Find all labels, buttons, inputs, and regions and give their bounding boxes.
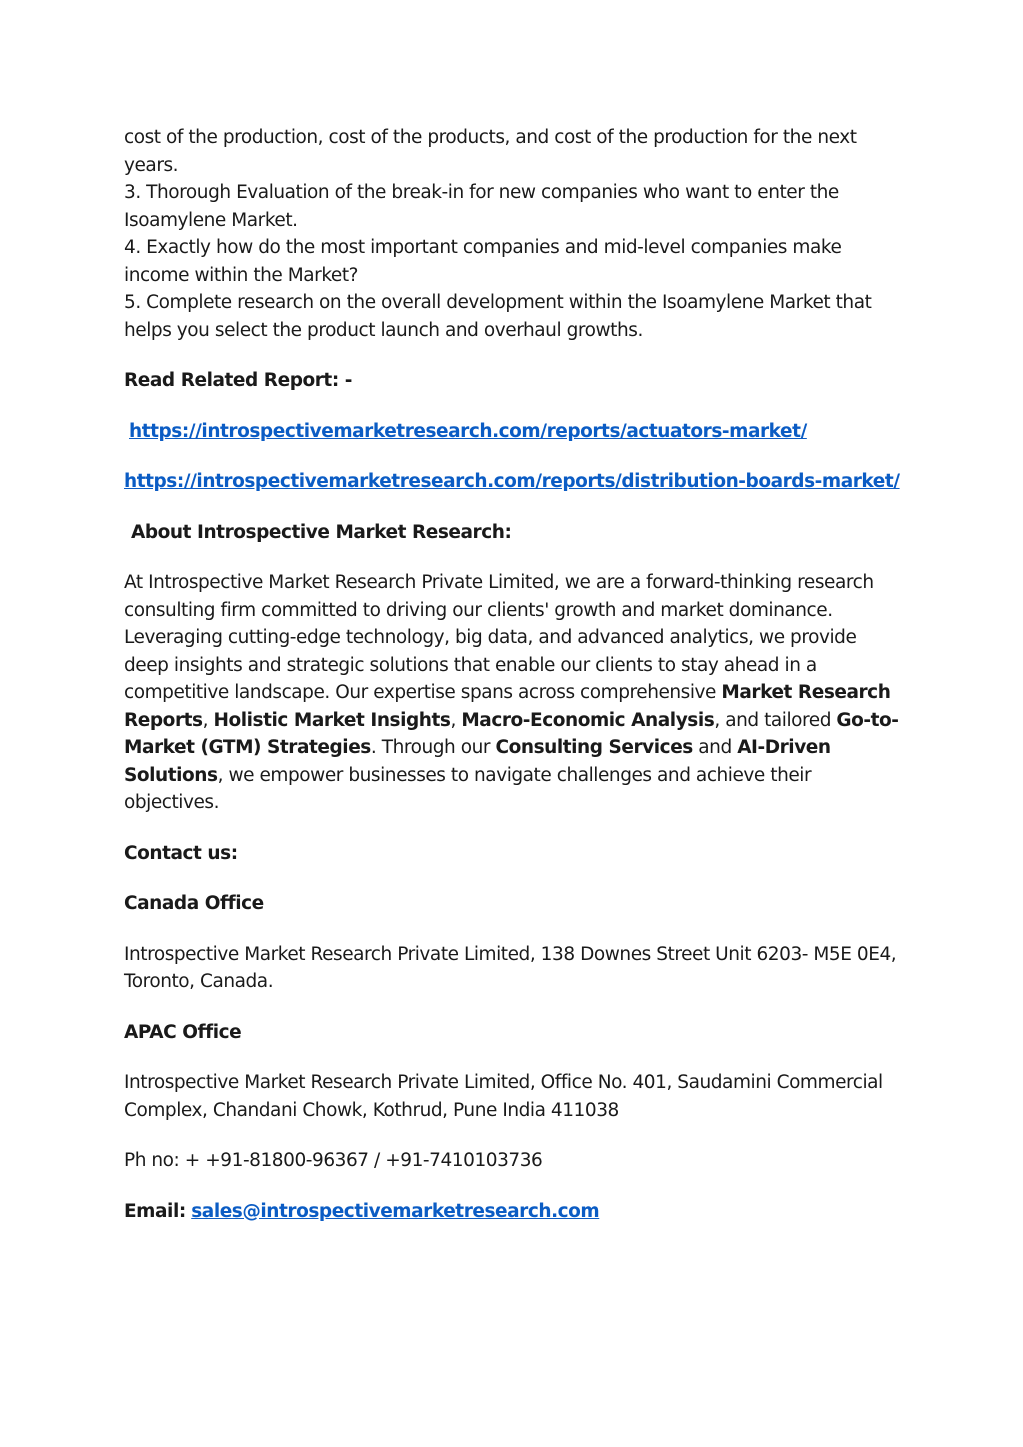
about-bold-holistic: Holistic Market Insights	[213, 709, 451, 731]
related-report-link-actuators[interactable]: https://introspectivemarketresearch.com/reports/actuators-market/	[129, 420, 807, 442]
related-report-link-distribution-boards[interactable]: https://introspectivemarketresearch.com/reports/distribution-boards-market/	[124, 471, 900, 492]
about-text: and	[692, 737, 738, 758]
phone-numbers: Ph no: + +91-81800-96367 / +91-7410103736	[124, 1150, 543, 1171]
email-row	[124, 1198, 904, 1226]
canada-office-heading: Canada Office	[124, 893, 264, 914]
apac-office-address: Introspective Market Research Private Limited, Office No. 401, Saudamini Commercial Complex, Chandani Chowk, Kothrud, Pune India 411038	[124, 1072, 883, 1121]
intro-continuation: cost of the production, cost of the products, and cost of the production for the next years.	[124, 127, 857, 176]
contact-heading: Contact us:	[124, 842, 238, 864]
about-text: , we empower businesses to navigate challenges and achieve their objectives.	[124, 764, 812, 813]
email-label: Email:	[124, 1200, 186, 1222]
about-heading: About Introspective Market Research:	[131, 521, 512, 543]
canada-office-address: Introspective Market Research Private Limited, 138 Downes Street Unit 6203- M5E 0E4, Toronto, Canada.	[124, 943, 897, 992]
about-text: ,	[202, 709, 214, 731]
about-bold-consulting: Consulting Services	[495, 737, 693, 758]
about-text: . Through our	[370, 737, 496, 758]
related-link-row-2	[124, 468, 904, 496]
about-text: At Introspective Market Research Private Limited, we are a forward-thinking research consulting firm committed to driving our clients' growth and market dominance. Leveraging cutting-edge technology, big data, and advanced analytics, we provide deep insights and strategic solutions that enable our clients to stay ahead in a competitive landscape. Our expertise spans across comprehensive	[124, 572, 874, 703]
about-bold-market-research: Market Research Reports	[124, 682, 891, 731]
about-bold-ai: AI-Driven Solutions	[124, 737, 831, 786]
list-item-5: 5. Complete research on the overall development within the Isoamylene Market that helps you select the product launch and overhaul growths.	[124, 292, 872, 341]
list-item-4: 4. Exactly how do the most important companies and mid-level companies make income within the Market?	[124, 237, 842, 286]
about-bold-gtm: Go-to-Market (GTM) Strategies	[124, 709, 899, 758]
about-bold-macro: Macro-Economic Analysis	[461, 709, 715, 731]
document-page	[124, 124, 904, 1225]
apac-office-heading: APAC Office	[124, 1021, 242, 1043]
email-link[interactable]: sales@introspectivemarketresearch.com	[191, 1200, 600, 1222]
about-paragraph	[124, 569, 904, 817]
about-text: ,	[450, 709, 462, 731]
related-link-row-1	[124, 418, 904, 446]
related-report-heading: Read Related Report: -	[124, 370, 352, 391]
list-item-3: 3. Thorough Evaluation of the break-in for new companies who want to enter the Isoamylene Market.	[124, 182, 839, 231]
about-text: , and tailored	[714, 709, 837, 731]
